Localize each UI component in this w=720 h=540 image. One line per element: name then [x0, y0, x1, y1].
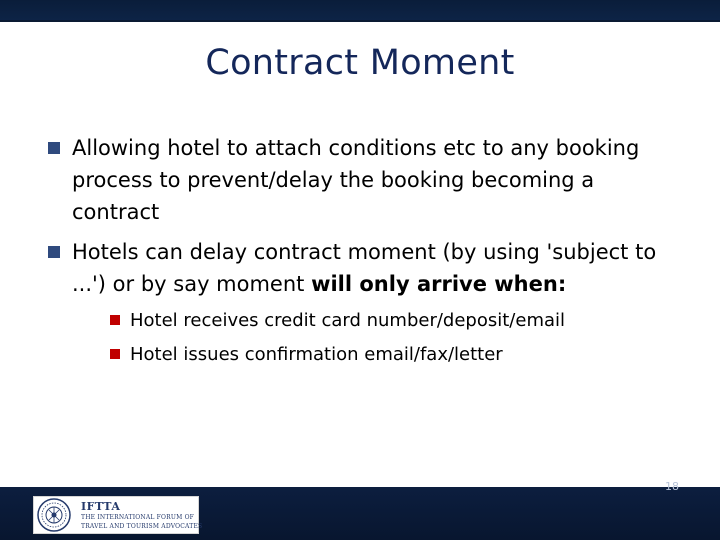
- bullet-text-1: Allowing hotel to attach conditions etc to any booking process to prevent/delay the booking becoming a contract: [72, 136, 640, 224]
- sub-bullet-square-icon: [110, 349, 120, 359]
- bullet-square-icon: [48, 142, 60, 154]
- sub-bullet-item-2: [72, 342, 684, 368]
- page-number: 18: [665, 480, 679, 493]
- top-band: [0, 0, 720, 22]
- bullet-text-2: Hotels can delay contract moment (by using 'subject to ...') or by say moment: [72, 240, 657, 296]
- sub-bullet-item-1: [72, 308, 684, 334]
- bullet-item-2: [44, 236, 684, 368]
- ifta-logo: [33, 496, 203, 534]
- logo-text: [81, 500, 202, 531]
- bullet-text-2-bold: will only arrive when:: [311, 272, 567, 296]
- sub-bullet-text-2: Hotel issues confirmation email/fax/letter: [130, 344, 503, 365]
- logo-line-2: TRAVEL AND TOURISM ADVOCATES: [81, 522, 203, 530]
- sub-bullet-text-1: Hotel receives credit card number/deposit/email: [130, 310, 566, 331]
- slide-title: Contract Moment: [205, 43, 515, 83]
- sub-bullet-square-icon: [110, 315, 120, 325]
- logo-abbreviation: IFTTA: [81, 499, 121, 513]
- bullet-square-icon: [48, 246, 60, 258]
- bullet-item-1: [44, 132, 684, 228]
- ifta-seal-icon: [37, 498, 71, 532]
- slide-content: [44, 132, 684, 376]
- logo-line-1: THE INTERNATIONAL FORUM OF: [81, 513, 195, 521]
